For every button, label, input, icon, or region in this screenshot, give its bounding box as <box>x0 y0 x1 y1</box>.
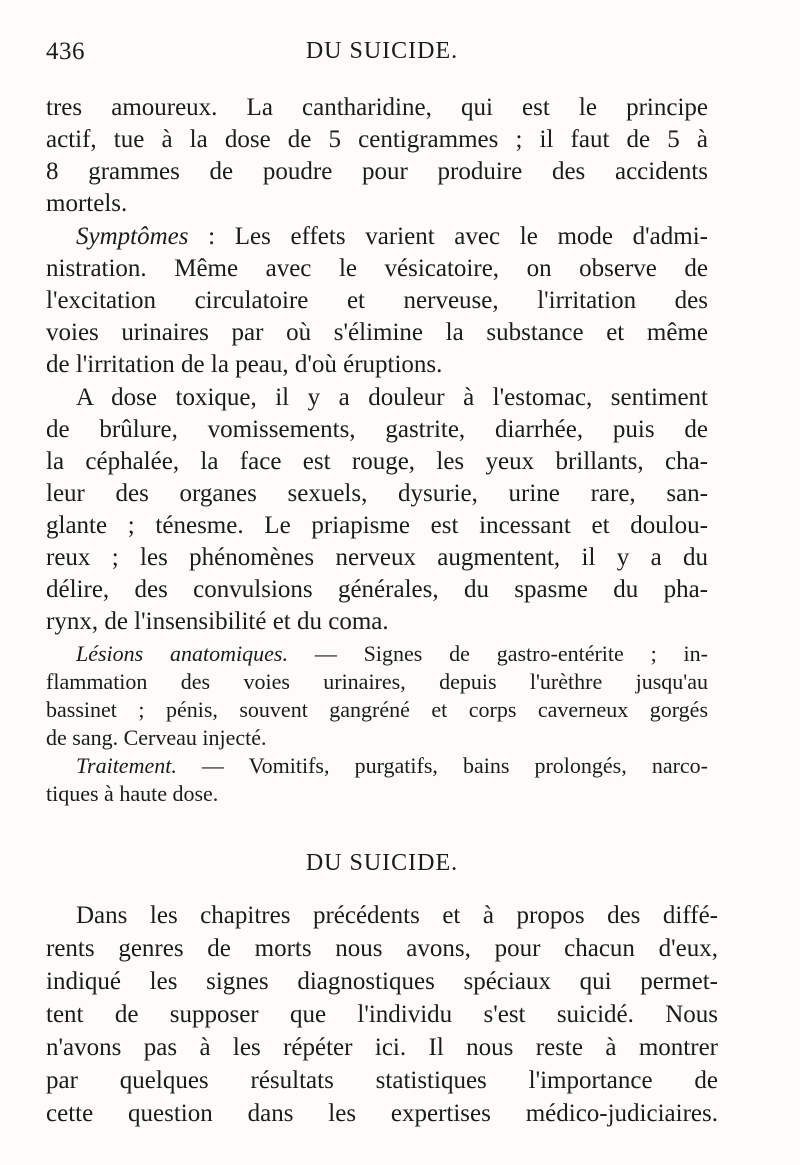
text-line: n'avons pas à les répéter ici. Il nous reste à montrer <box>46 1034 718 1061</box>
text-line: tres amoureux. La cantharidine, qui est le principe <box>46 94 708 121</box>
text-line: leur des organes sexuels, dysurie, urine rare, san- <box>46 480 708 507</box>
text-line: l'excitation circulatoire et nerveuse, l'irritation des <box>46 287 708 314</box>
text-line: flammation des voies urinaires, depuis l'urèthre jusqu'au <box>46 669 708 694</box>
text-fragment: : Les effets varient avec le mode d'admi- <box>188 223 708 250</box>
text-line: actif, tue à la dose de 5 centigrammes ; il faut de 5 à <box>46 126 708 153</box>
text-line: mortels. <box>46 190 128 217</box>
section-label-traitement: Traitement. <box>76 753 177 778</box>
text-line <box>76 221 708 253</box>
text-line: tiques à haute dose. <box>46 781 219 806</box>
text-line: bassinet ; pénis, souvent gangréné et corps caverneux gorgés <box>46 697 708 722</box>
text-line: 8 grammes de poudre pour produire des accidents <box>46 158 708 185</box>
text-line: de l'irritation de la peau, d'où éruptions. <box>46 351 443 378</box>
text-line: nistration. Même avec le vésicatoire, on observe de <box>46 255 708 282</box>
text-line <box>76 640 708 668</box>
text-line: voies urinaires par où s'élimine la substance et même <box>46 319 708 346</box>
section-label-lesions: Lésions anatomiques. <box>76 641 288 666</box>
text-line: indiqué les signes diagnostiques spéciaux qui permet- <box>46 968 718 995</box>
text-line: la céphalée, la face est rouge, les yeux brillants, cha- <box>46 448 708 475</box>
text-fragment: — Signes de gastro-entérite ; in- <box>288 641 708 666</box>
text-line: tent de supposer que l'individu s'est suicidé. Nous <box>46 1001 718 1028</box>
text-line: reux ; les phénomènes nerveux augmentent, il y a du <box>46 544 708 571</box>
text-line: glante ; ténesme. Le priapisme est incessant et doulou- <box>46 512 708 539</box>
running-head <box>46 38 718 74</box>
running-title: DU SUICIDE. <box>305 38 459 64</box>
section-heading: DU SUICIDE. <box>305 850 459 876</box>
text-line: cette question dans les expertises médico-judiciaires. <box>46 1100 718 1127</box>
text-line <box>76 752 708 780</box>
text-line: rynx, de l'insensibilité et du coma. <box>46 608 389 635</box>
text-line: Dans les chapitres précédents et à propos des diffé- <box>76 902 718 929</box>
text-line: par quelques résultats statistiques l'importance de <box>46 1067 718 1094</box>
section-label-symptomes: Symptômes <box>76 223 189 250</box>
text-line: de brûlure, vomissements, gastrite, diarrhée, puis de <box>46 416 708 443</box>
text-fragment: — Vomitifs, purgatifs, bains prolongés, narco- <box>176 753 708 778</box>
page-number: 436 <box>46 38 85 65</box>
text-line: de sang. Cerveau injecté. <box>46 725 267 750</box>
text-line: rents genres de morts nous avons, pour chacun d'eux, <box>46 935 718 962</box>
text-line: A dose toxique, il y a douleur à l'estomac, sentiment <box>76 384 708 411</box>
text-line: délire, des convulsions générales, du spasme du pha- <box>46 576 708 603</box>
